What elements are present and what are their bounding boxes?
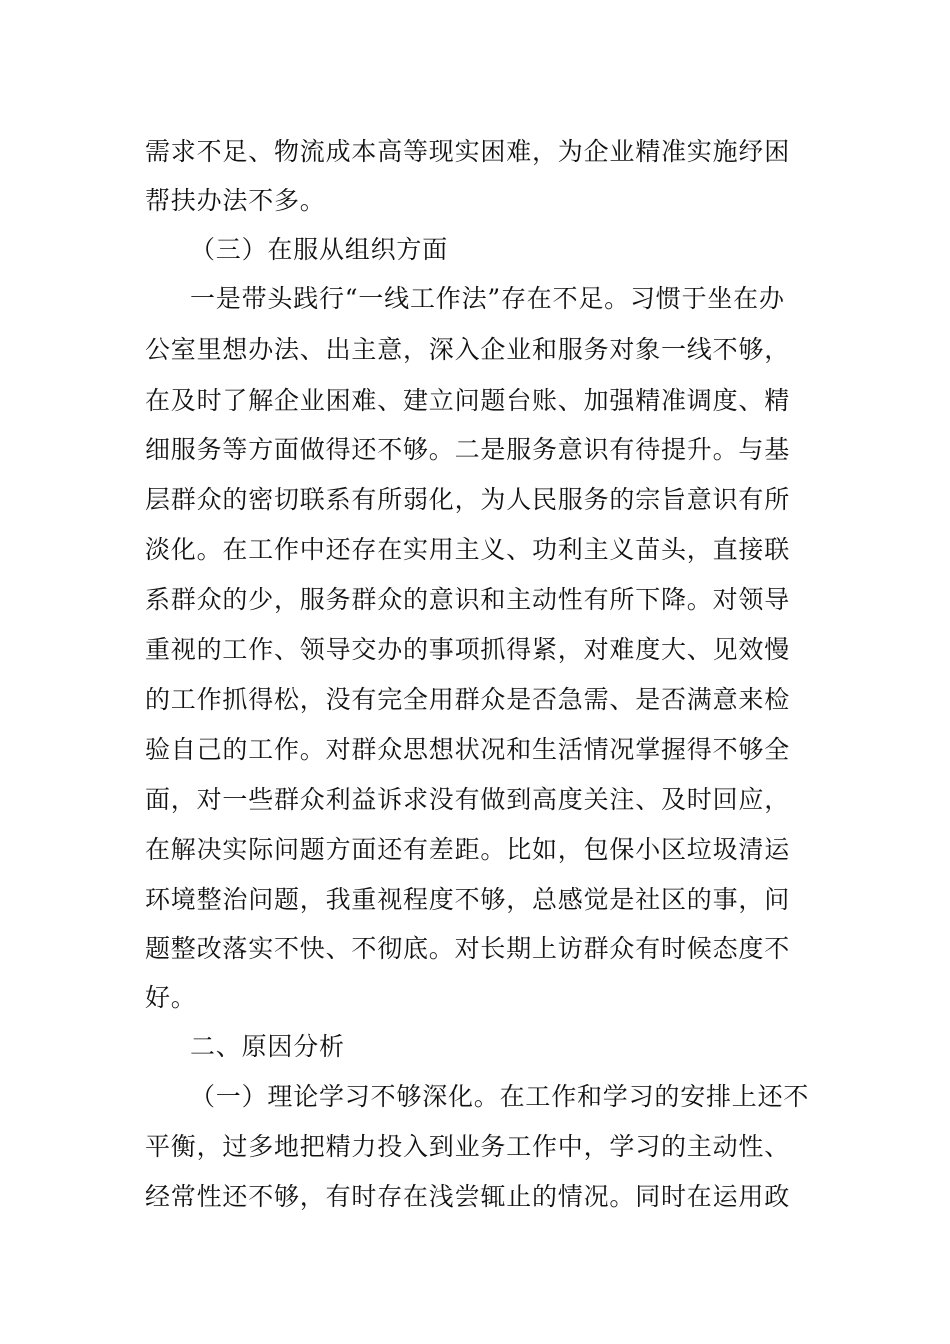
text-line: 在解决实际问题方面还有差距。比如，包保小区垃圾清运 <box>145 835 791 864</box>
text-line: 题整改落实不快、不彻底。对长期上访群众有时候态度不 <box>145 934 791 963</box>
text-line: 层群众的密切联系有所弱化，为人民服务的宗旨意识有所 <box>145 485 791 514</box>
text-line: 平衡，过多地把精力投入到业务工作中，学习的主动性、 <box>145 1132 791 1161</box>
text-line: 一是带头践行“一线工作法”存在不足。习惯于坐在办 <box>190 284 785 313</box>
text-line: 的工作抓得松，没有完全用群众是否急需、是否满意来检 <box>145 685 791 714</box>
text-line: 重视的工作、领导交办的事项抓得紧，对难度大、见效慢 <box>145 635 791 664</box>
text-line: 系群众的少，服务群众的意识和主动性有所下降。对领导 <box>145 585 791 614</box>
text-line: （一）理论学习不够深化。在工作和学习的安排上还不 <box>190 1082 810 1111</box>
section-heading: （三）在服从组织方面 <box>190 235 449 264</box>
text-line: 需求不足、物流成本高等现实困难，为企业精准实施纾困 <box>145 137 791 166</box>
text-line: 经常性还不够，有时存在浅尝辄止的情况。同时在运用政 <box>145 1182 791 1211</box>
text-line: 好。 <box>145 983 197 1012</box>
section-heading: 二、原因分析 <box>190 1032 345 1061</box>
text-line: 公室里想办法、出主意，深入企业和服务对象一线不够， <box>145 335 791 364</box>
text-line: 帮扶办法不多。 <box>145 186 326 215</box>
text-line: 在及时了解企业困难、建立问题台账、加强精准调度、精 <box>145 386 791 415</box>
text-line: 淡化。在工作中还存在实用主义、功利主义苗头，直接联 <box>145 535 791 564</box>
text-line: 验自己的工作。对群众思想状况和生活情况掌握得不够全 <box>145 735 791 764</box>
text-line: 环境整治问题，我重视程度不够，总感觉是社区的事，问 <box>145 885 791 914</box>
text-line: 面，对一些群众利益诉求没有做到高度关注、及时回应， <box>145 785 791 814</box>
text-line: 细服务等方面做得还不够。二是服务意识有待提升。与基 <box>145 435 791 464</box>
